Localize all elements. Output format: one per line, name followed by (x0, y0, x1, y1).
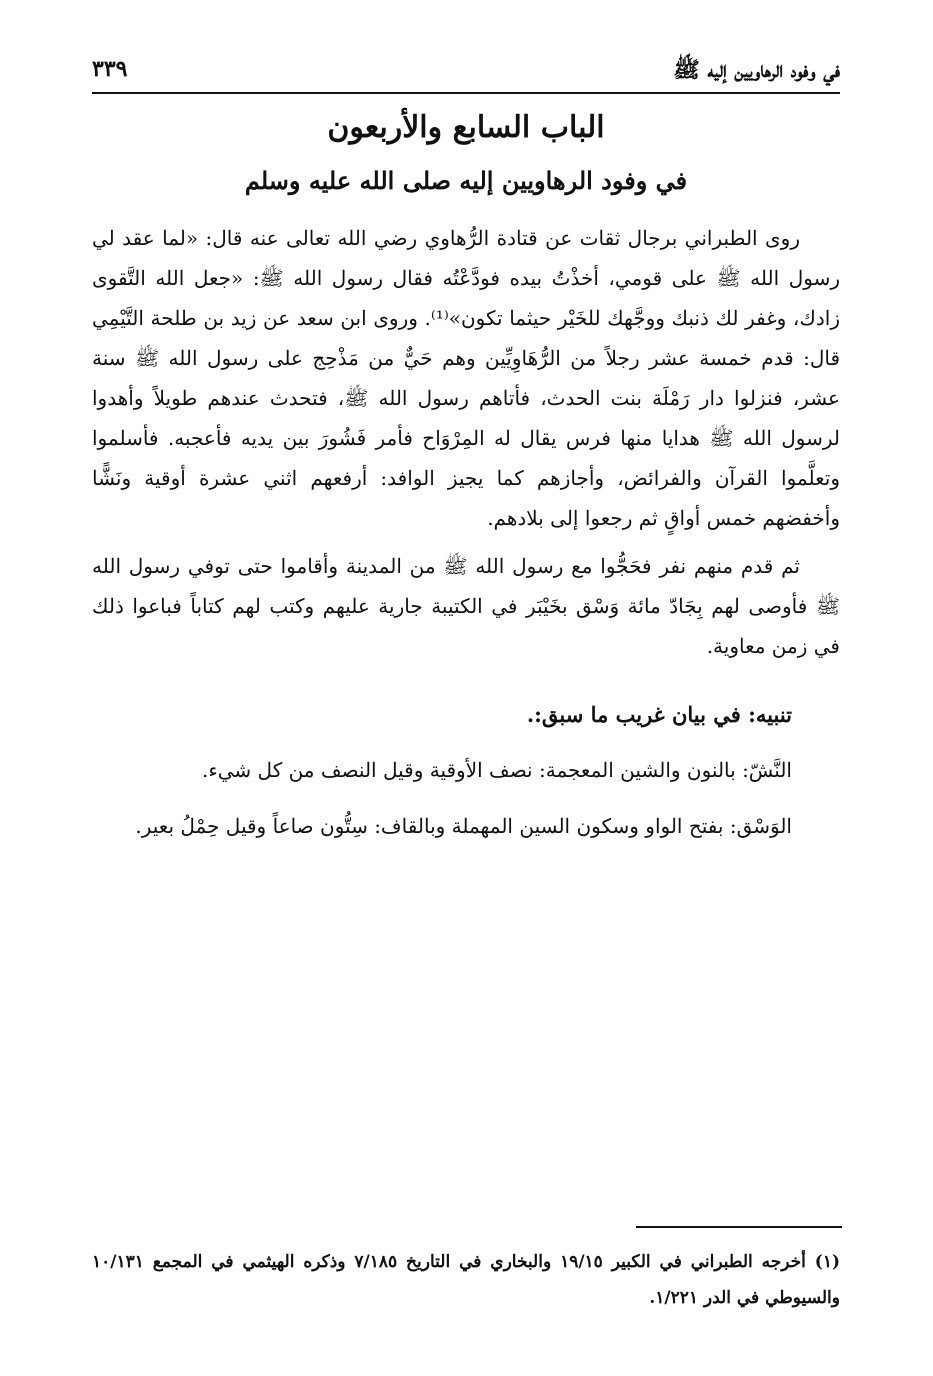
running-title: في وفود الرهاويين إليه ﷺ (673, 57, 840, 83)
page-number: ٣٣٩ (92, 56, 128, 82)
gloss-entry-nashsh: النَّشّ: بالنون والشين المعجمة: نصف الأوقية وقيل النصف من كل شيء. (202, 758, 792, 782)
chapter-title: الباب السابع والأربعون (327, 110, 605, 145)
footnote-divider (636, 1226, 842, 1228)
chapter-subtitle: في وفود الرهاويين إليه صلى الله عليه وسلم (244, 166, 688, 195)
running-header (92, 52, 840, 94)
gloss-entry-wasq: الوَسْق: بفتح الواو وسكون السين المهملة وبالقاف: سِتُّون صاعاً وقيل حِمْلُ بعير. (135, 814, 792, 838)
paragraph-2: ثم قدم منهم نفر فحَجُّوا مع رسول الله ﷺ من المدينة وأقاموا حتى توفي رسول الله ﷺ فأوصى لهم بِجَادّ مائة وَسْق بخَيْبَر في الكتيبة جارية عليهم وكتب لهم كتاباً فباعوا ذلك في زمن معاوية. (92, 554, 840, 658)
footnote-text: أخرجه الطبراني في الكبير ١٩/١٥ والبخاري في التاريخ ٧/١٨٥ وذكره الهيثمي في المجمع ١٠/١٣١ والسيوطي في الدر ١/٢٢١. (92, 1252, 840, 1308)
body-text (92, 218, 840, 666)
footnote-marker: (١) (805, 1252, 840, 1272)
notice-heading: تنبيه: في بيان غريب ما سبق:. (526, 702, 792, 727)
paragraph-1: روى الطبراني برجال ثقات عن قتادة الرُّهاوي رضي الله تعالى عنه قال: «لما عقد لي رسول الله ﷺ على قومي، أخذْتُ بيده فودَّعْتُه فقال رسول الله ﷺ: «جعل الله التَّقوى زادك، وغفر لك ذنبك ووجَّهك للخَيْر حيثما تكون»⁽¹⁾. وروى ابن سعد عن زيد بن طلحة التَّيْمِي قال: قدم خمسة عشر رجلاً من الرُّهَاوِيِّين وهم حَيٌّ من مَذْحِج على رسول الله ﷺ سنة عشر، فنزلوا دار رَمْلَة بنت الحدث، فأتاهم رسول الله ﷺ، فتحدث عندهم طويلاً وأهدوا لرسول الله ﷺ هدايا منها فرس يقال له المِرْوَاح فأمر فَشُورَ بين يديه فأعجبه. فأسلموا وتعلَّموا القرآن والفرائض، وأجازهم كما يجيز الوافد: أرفعهم اثني عشرة أوقية ونَشًّا وأخفضهم خمس أواقٍ ثم رجعوا إلى بلادهم. (92, 226, 841, 530)
footnote (92, 1244, 840, 1316)
